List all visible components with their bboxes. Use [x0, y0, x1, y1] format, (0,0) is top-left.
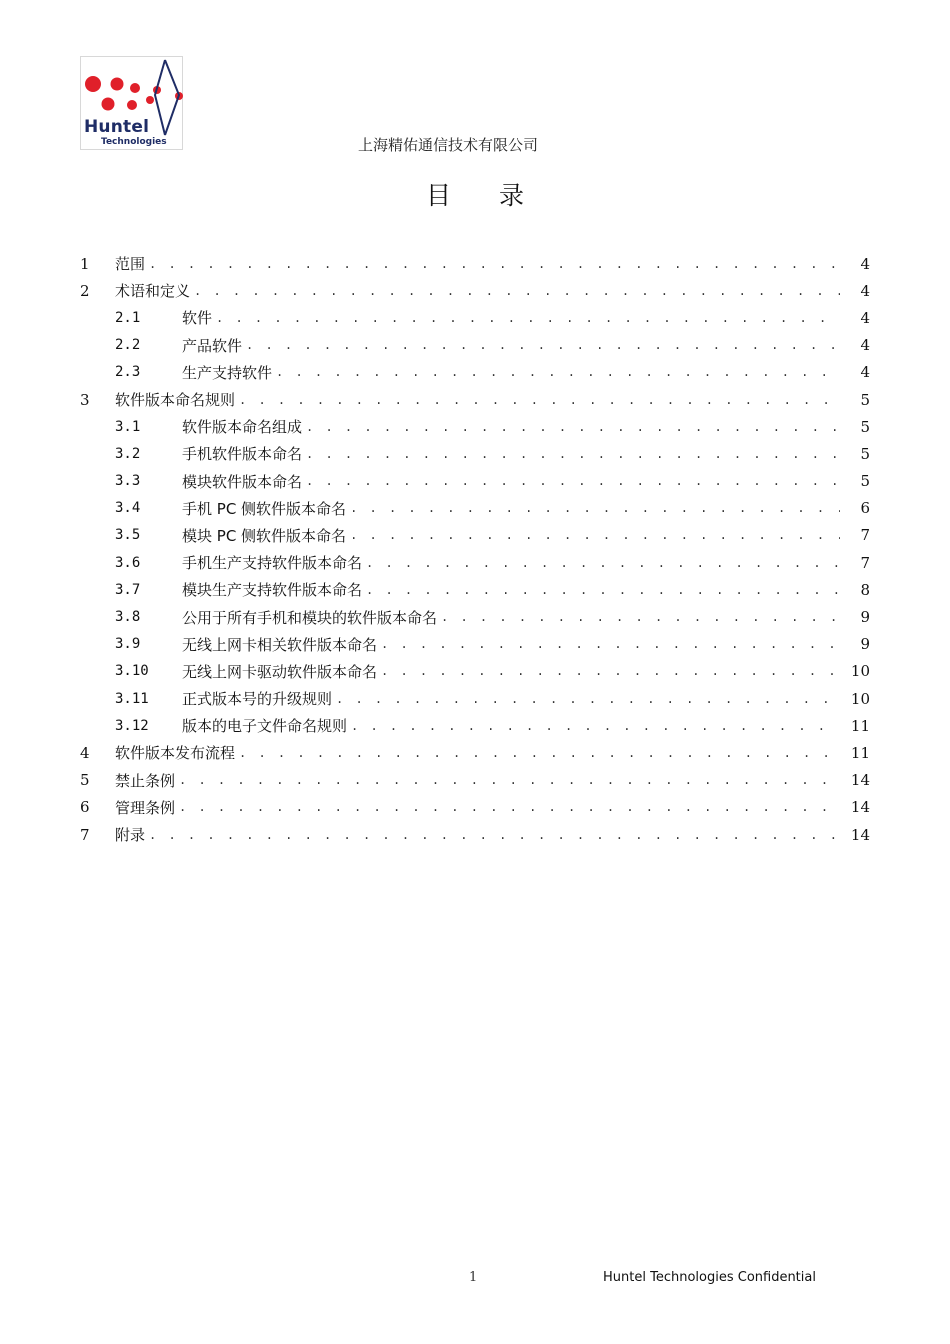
toc-entry-title[interactable]: 手机 PC 侧软件版本命名 — [182, 499, 347, 518]
toc-entry-number: 2.3 — [115, 364, 141, 381]
toc-entry-number: 3.6 — [115, 554, 141, 571]
toc-entry[interactable] — [80, 522, 870, 549]
toc-entry-title[interactable]: 管理条例 — [115, 798, 176, 817]
toc-entry[interactable] — [80, 277, 870, 304]
toc-entry-title[interactable]: 软件版本命名组成 — [182, 418, 303, 437]
toc-entry-number: 3.11 — [115, 690, 149, 707]
logo-dot — [111, 78, 124, 91]
toc-entry-title[interactable]: 模块软件版本命名 — [182, 472, 303, 491]
toc-entry-number: 3.3 — [115, 473, 141, 490]
table-of-contents — [80, 250, 870, 848]
toc-entry-number: 2.1 — [115, 309, 141, 326]
toc-entry[interactable] — [80, 576, 870, 603]
toc-entry-page: 4 — [860, 281, 870, 300]
toc-entry-number: 4 — [80, 743, 90, 762]
toc-entry-title[interactable]: 模块生产支持软件版本命名 — [182, 581, 363, 600]
toc-leader-dots — [306, 447, 840, 461]
toc-entry-page: 5 — [860, 390, 870, 409]
toc-entry-number: 1 — [80, 254, 90, 273]
toc-leader-dots — [179, 773, 840, 787]
toc-entry[interactable] — [80, 332, 870, 359]
toc-entry[interactable] — [80, 821, 870, 848]
logo-dot — [146, 96, 154, 104]
toc-entry[interactable] — [80, 794, 870, 821]
toc-entry-title[interactable]: 手机软件版本命名 — [182, 445, 303, 464]
toc-leader-dots — [381, 664, 840, 678]
toc-entry-page: 5 — [860, 417, 870, 436]
toc-leader-dots — [441, 610, 840, 624]
toc-entry-page: 4 — [860, 308, 870, 327]
toc-heading — [0, 176, 950, 212]
toc-entry-number: 3.12 — [115, 717, 149, 734]
toc-heading-char: 录 — [499, 181, 525, 210]
toc-entry-number: 3.1 — [115, 418, 141, 435]
toc-entry-title[interactable]: 版本的电子文件命名规则 — [182, 717, 348, 736]
toc-leader-dots — [149, 828, 840, 842]
toc-entry[interactable] — [80, 495, 870, 522]
toc-entry-number: 3 — [80, 390, 90, 409]
toc-heading-char: 目 — [425, 181, 451, 210]
toc-entry-page: 4 — [860, 254, 870, 273]
footer-page-number: 1 — [469, 1270, 478, 1285]
toc-entry[interactable] — [80, 250, 870, 277]
toc-entry-number: 3.9 — [115, 636, 141, 653]
toc-entry-number: 2 — [80, 281, 90, 300]
toc-leader-dots — [239, 746, 840, 760]
toc-entry-page: 7 — [860, 553, 870, 572]
toc-entry-page: 11 — [850, 743, 870, 762]
toc-entry[interactable] — [80, 739, 870, 766]
toc-entry-page: 10 — [850, 689, 870, 708]
toc-entry-number: 3.2 — [115, 445, 141, 462]
toc-entry-title[interactable]: 术语和定义 — [115, 282, 191, 301]
toc-entry-title[interactable]: 软件版本命名规则 — [115, 391, 236, 410]
toc-entry-number: 3.7 — [115, 581, 141, 598]
toc-entry-page: 4 — [860, 336, 870, 355]
toc-leader-dots — [276, 365, 840, 379]
toc-entry-title[interactable]: 产品软件 — [182, 336, 243, 355]
logo-dot — [127, 100, 137, 110]
toc-entry-page: 14 — [850, 825, 870, 844]
toc-entry-page: 11 — [850, 716, 870, 735]
toc-entry-page: 9 — [860, 608, 870, 627]
toc-entry[interactable] — [80, 549, 870, 576]
toc-entry-number: 3.10 — [115, 663, 149, 680]
toc-leader-dots — [179, 800, 840, 814]
toc-entry-title[interactable]: 生产支持软件 — [182, 363, 273, 382]
toc-entry[interactable] — [80, 685, 870, 712]
company-name: 上海精佑通信技术有限公司 — [357, 136, 538, 154]
toc-entry-page: 8 — [860, 580, 870, 599]
toc-entry-number: 5 — [80, 771, 90, 790]
toc-leader-dots — [239, 393, 840, 407]
toc-entry-page: 5 — [860, 444, 870, 463]
toc-entry-number: 2.2 — [115, 337, 141, 354]
logo-dot — [102, 98, 115, 111]
toc-entry-title[interactable]: 无线上网卡驱动软件版本命名 — [182, 662, 378, 681]
toc-entry-page: 9 — [860, 635, 870, 654]
toc-leader-dots — [366, 556, 840, 570]
toc-entry-title[interactable]: 手机生产支持软件版本命名 — [182, 554, 363, 573]
toc-entry[interactable] — [80, 712, 870, 739]
toc-entry-page: 14 — [850, 771, 870, 790]
toc-leader-dots — [366, 583, 840, 597]
toc-leader-dots — [306, 420, 840, 434]
toc-entry-number: 3.5 — [115, 527, 141, 544]
toc-entry-number: 3.4 — [115, 500, 141, 517]
logo-dot — [85, 76, 101, 92]
toc-entry-page: 10 — [850, 662, 870, 681]
toc-entry-number: 6 — [80, 798, 90, 817]
logo-wordmark: Huntel — [84, 117, 150, 137]
toc-entry[interactable] — [80, 631, 870, 658]
toc-entry-number: 7 — [80, 825, 90, 844]
toc-entry[interactable] — [80, 603, 870, 630]
toc-entry-title[interactable]: 模块 PC 侧软件版本命名 — [182, 526, 347, 545]
toc-leader-dots — [216, 311, 840, 325]
toc-leader-dots — [351, 719, 840, 733]
toc-leader-dots — [306, 474, 840, 488]
footer-confidential: Huntel Technologies Confidential — [603, 1270, 816, 1285]
toc-entry[interactable] — [80, 413, 870, 440]
toc-entry-page: 14 — [850, 798, 870, 817]
toc-leader-dots — [350, 528, 840, 542]
toc-entry[interactable] — [80, 468, 870, 495]
toc-entry-title[interactable]: 范围 — [115, 255, 146, 274]
toc-leader-dots — [336, 692, 840, 706]
toc-entry[interactable] — [80, 658, 870, 685]
toc-entry-page: 4 — [860, 363, 870, 382]
toc-entry[interactable] — [80, 359, 870, 386]
toc-entry-title[interactable]: 软件版本发布流程 — [115, 744, 236, 763]
logo-dot — [130, 83, 140, 93]
toc-entry-title[interactable]: 正式版本号的升级规则 — [182, 690, 333, 709]
logo-subtitle: Technologies — [101, 137, 167, 147]
toc-entry[interactable] — [80, 767, 870, 794]
toc-leader-dots — [194, 284, 840, 298]
toc-entry-title[interactable]: 软件 — [182, 309, 213, 328]
toc-leader-dots — [149, 257, 840, 271]
toc-entry[interactable] — [80, 386, 870, 413]
toc-entry-title[interactable]: 禁止条例 — [115, 771, 176, 790]
toc-leader-dots — [350, 501, 840, 515]
toc-entry-page: 6 — [860, 499, 870, 518]
toc-entry-page: 7 — [860, 526, 870, 545]
toc-entry-title[interactable]: 公用于所有手机和模块的软件版本命名 — [182, 608, 438, 627]
toc-entry-title[interactable]: 无线上网卡相关软件版本命名 — [182, 635, 378, 654]
toc-entry[interactable] — [80, 304, 870, 331]
toc-entry-number: 3.8 — [115, 609, 141, 626]
toc-leader-dots — [381, 637, 840, 651]
toc-entry[interactable] — [80, 440, 870, 467]
toc-entry-page: 5 — [860, 472, 870, 491]
toc-leader-dots — [246, 338, 840, 352]
toc-entry-title[interactable]: 附录 — [115, 826, 146, 845]
